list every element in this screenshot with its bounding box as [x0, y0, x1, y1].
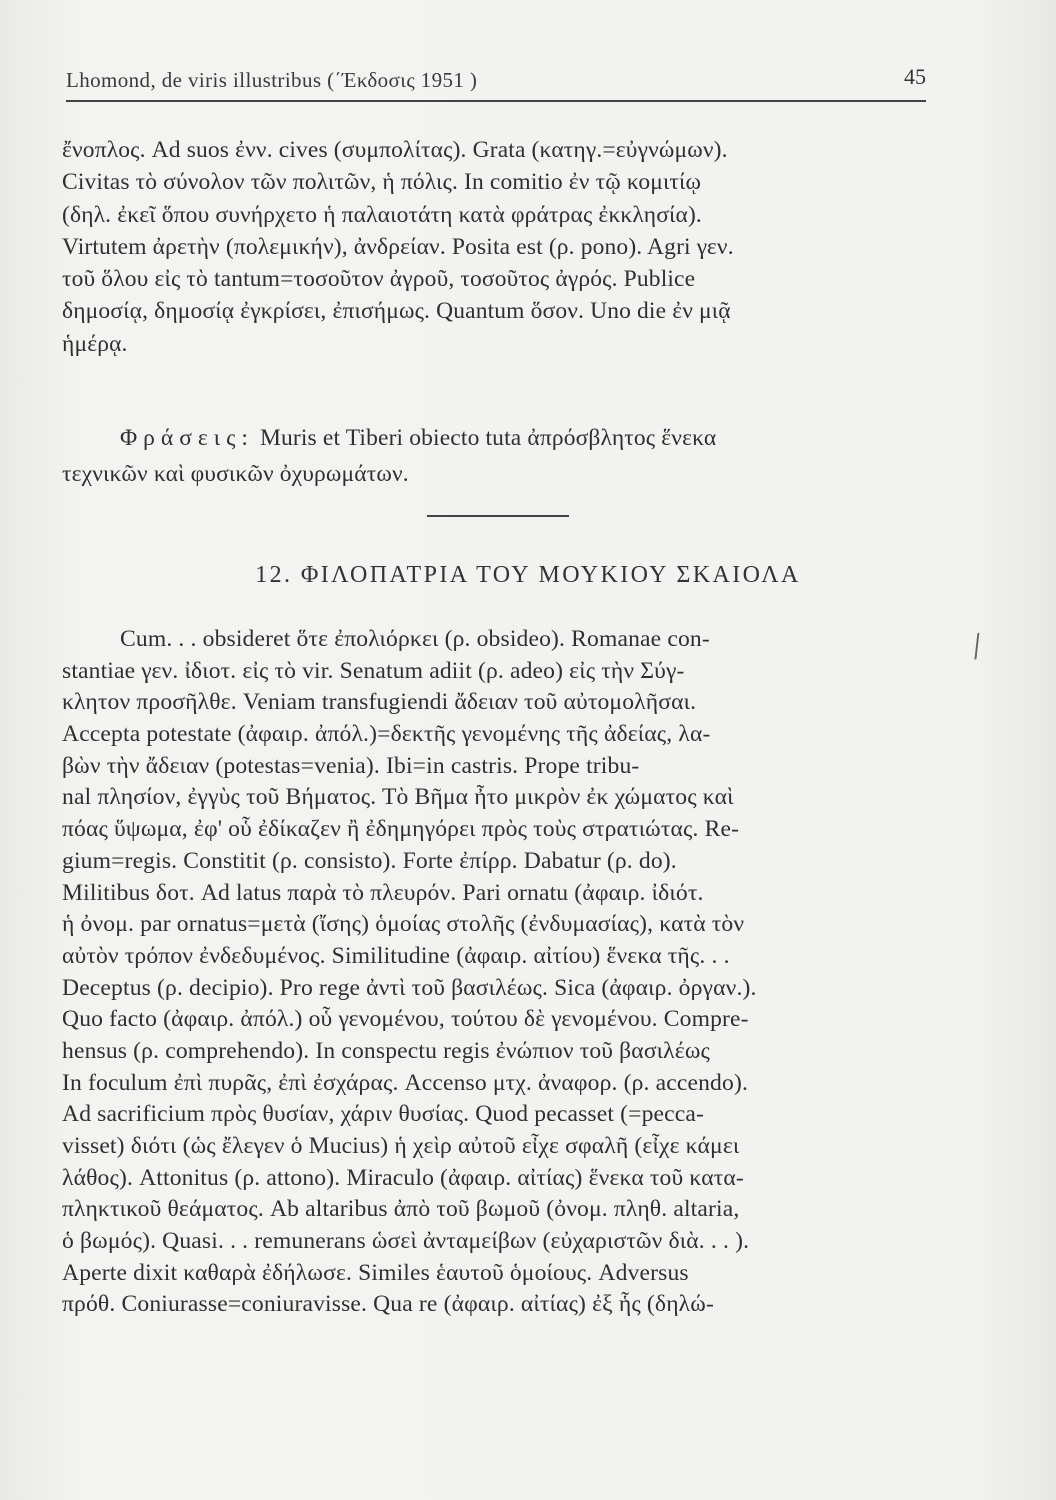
running-header: [66, 64, 926, 98]
text-line: ὁ βωμός). Quasi. . . remunerans ὡσεὶ ἀνταμείβων (εὐχαριστῶν διὰ. . . ).: [62, 1228, 750, 1255]
text-line: δημοσίᾳ, δημοσίᾳ ἐγκρίσει, ἐπισήμως. Quantum ὅσον. Uno die ἐν μιᾷ: [62, 298, 731, 325]
text-line: Cum. . . obsideret ὅτε ἐπολιόρκει (ρ. obsideo). Romanae con-: [120, 626, 710, 652]
text-line: κλητον προσῆλθε. Veniam transfugiendi ἄδειαν τοῦ αὐτομολῆσαι.: [62, 689, 697, 716]
text-line: nal πλησίον, ἐγγὺς τοῦ Βήματος. Τὸ Βῆμα ἦτο μικρὸν ἐκ χώματος καὶ: [62, 784, 734, 811]
text-line: stantiae γεν. ἰδιοτ. εἰς τὸ vir. Senatum adiit (ρ. adeo) εἰς τὴν Σύγ-: [62, 657, 685, 684]
phrase-text: Muris et Tiberi obiecto tuta ἀπρόσβλητος ἕνεκα: [253, 425, 717, 451]
text-line: Militibus δοτ. Ad latus παρὰ τὸ πλευρόν. Pari ornatu (ἀφαιρ. ἰδιότ.: [62, 879, 704, 906]
text-line: Ad sacrificium πρὸς θυσίαν, χάριν θυσίας. Quod pecasset (=pecca-: [62, 1101, 705, 1128]
text-line: Civitas τὸ σύνολον τῶν πολιτῶν, ἡ πόλις. In comitio ἐν τῷ κομιτίῳ: [62, 169, 702, 196]
text-line: In foculum ἐπὶ πυρᾶς, ἐπὶ ἐσχάρας. Accenso μτχ. ἀναφορ. (ρ. accendo).: [62, 1069, 749, 1096]
text-line: Aperte dixit καθαρὰ ἐδήλωσε. Similes ἑαυτοῦ ὁμοίους. Adversus: [62, 1259, 689, 1286]
text-line: Quo facto (ἀφαιρ. ἀπόλ.) οὗ γενομένου, τούτου δὲ γενομένου. Compre-: [62, 1006, 749, 1033]
phrases-label: Φράσεις:: [120, 425, 254, 451]
phrase-line: τεχνικῶν καὶ φυσικῶν ὀχυρωμάτων.: [62, 461, 409, 487]
text-line: ἡ ὀνομ. par ornatus=μετὰ (ἴσης) ὁμοίας στολῆς (ἐνδυμασίας), κατὰ τὸν: [62, 911, 745, 938]
header-rule: [66, 100, 926, 102]
text-line: ἔνοπλος. Ad suos ἐνν. cives (συμπολίτας). Grata (κατηγ.=εὐγνώμων).: [62, 137, 728, 163]
text-line: βὼν τὴν ἄδειαν (potestas=venia). Ibi=in castris. Prope tribu-: [62, 752, 640, 779]
text-line: πρόθ. Coniurasse=coniuravisse. Qua re (ἀφαιρ. αἰτίας) ἐξ ἧς (δηλώ-: [62, 1291, 714, 1318]
pencil-margin-mark: ⁄: [967, 630, 988, 665]
text-line: Virtutem ἀρετὴν (πολεμικήν), ἀνδρείαν. Posita est (ρ. pono). Agri γεν.: [62, 233, 734, 260]
text-line: gium=regis. Constitit (ρ. consisto). Forte ἐπίρρ. Dabatur (ρ. do).: [62, 847, 677, 874]
text-line: Deceptus (ρ. decipio). Pro rege ἀντὶ τοῦ βασιλέως. Sica (ἀφαιρ. ὀργαν.).: [62, 974, 757, 1001]
text-line: πόας ὕψωμα, ἐφ' οὗ ἐδίκαζεν ἢ ἐδημηγόρει πρὸς τοὺς στρατιώτας. Re-: [62, 816, 740, 843]
text-line: (δηλ. ἐκεῖ ὅπου συνήρχετο ἡ παλαιοτάτη κατὰ φράτρας ἐκκλησία).: [62, 201, 702, 228]
text-line: λάθος). Attonitus (ρ. attono). Miraculo (ἀφαιρ. αἰτίας) ἕνεκα τοῦ κατα-: [62, 1164, 744, 1191]
phrases-paragraph: [62, 420, 938, 492]
text-line: visset) διότι (ὡς ἔλεγεν ὁ Mucius) ἡ χεὶρ αὐτοῦ εἶχε σφαλῆ (εἶχε κάμει: [62, 1133, 740, 1159]
text-line: Accepta potestate (ἀφαιρ. ἀπόλ.)=δεκτῆς γενομένης τῆς ἀδείας, λα-: [62, 721, 711, 748]
header-title: Lhomond, de viris illustribus (΄Έκδοσις 1951 ): [66, 68, 478, 92]
page-number: 45: [904, 64, 926, 89]
text-line: αὐτὸν τρόπον ἐνδεδυμένος. Similitudine (ἀφαιρ. αἰτίου) ἕνεκα τῆς. . .: [62, 942, 730, 969]
text-line: πληκτικοῦ θεάματος. Ab altaribus ἀπὸ τοῦ βωμοῦ (ὀνομ. πληθ. altaria,: [62, 1196, 740, 1223]
intro-glossary: [62, 134, 938, 360]
text-line: τοῦ ὅλου εἰς τὸ tantum=τοσοῦτον ἀγροῦ, τοσοῦτος ἀγρός. Publice: [62, 266, 696, 293]
phrase-line: [62, 420, 938, 456]
text-line: hensus (ρ. comprehendo). In conspectu regis ἐνώπιον τοῦ βασιλέως: [62, 1037, 711, 1064]
section-title: 12. ΦΙΛΟΠΑΤΡΙΑ ΤΟΥ ΜΟΥΚΙΟΥ ΣΚΑΙΟΛΑ: [255, 562, 801, 588]
text-line: ἡμέρᾳ.: [62, 330, 128, 357]
section-glossary: [62, 624, 942, 1321]
section-divider: [427, 515, 569, 517]
